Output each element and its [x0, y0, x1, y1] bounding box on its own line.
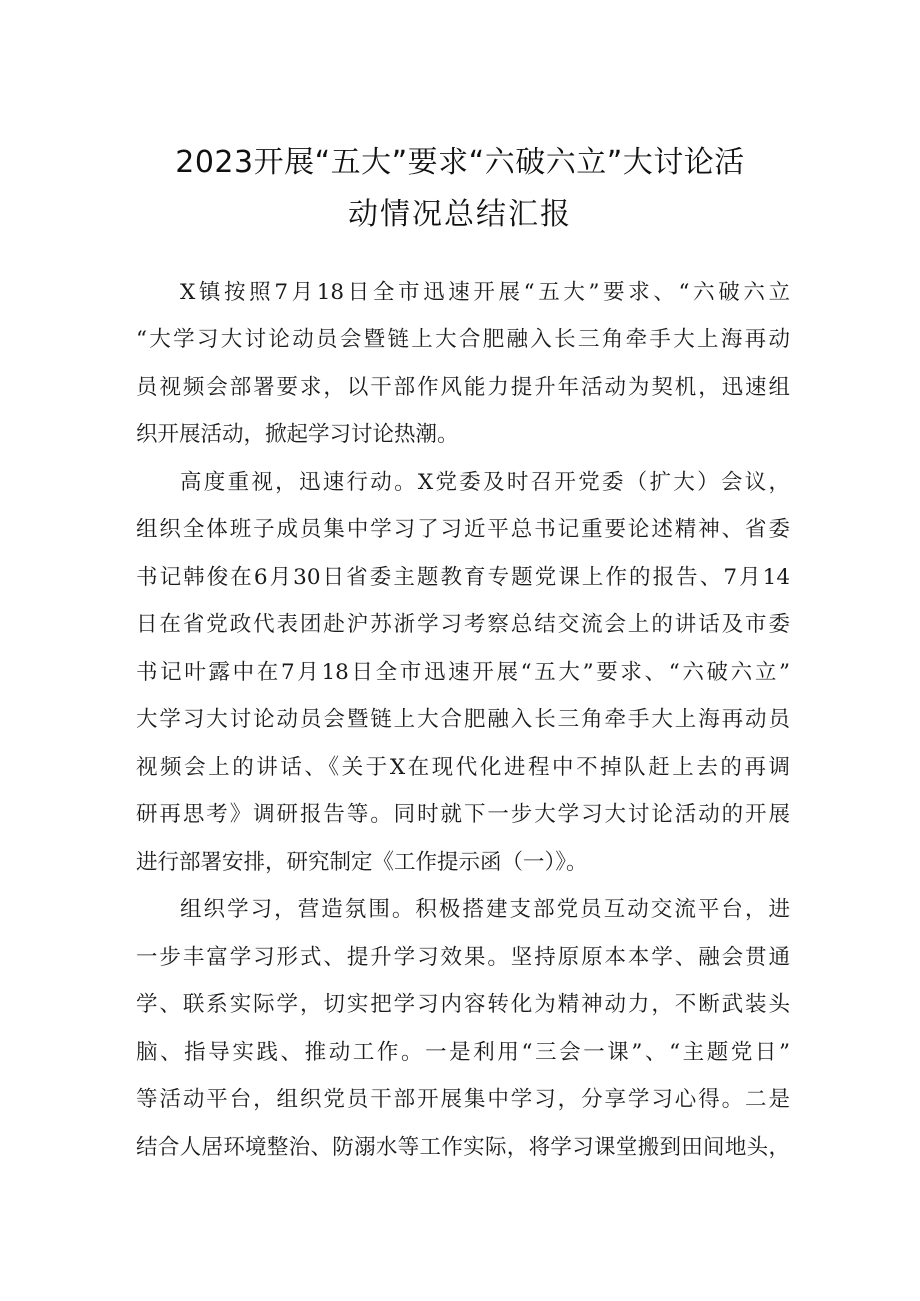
paragraph-2-line-8: 研再思考》调研报告等。同时就下一步大学习大讨论活动的开展	[136, 802, 790, 827]
paragraph-2-line-1: 高度重视，迅速行动。X党委及时召开党委（扩大）会议，	[180, 470, 790, 495]
paragraph-3-line-5: 等活动平台，组织党员干部开展集中学习，分享学习心得。二是	[136, 1087, 790, 1112]
paragraph-2-line-3: 书记韩俊在6月30日省委主题教育专题党课上作的报告、7月14	[136, 565, 790, 590]
document-title-line-1: 2023开展“五大”要求“六破六立”大讨论活	[175, 145, 745, 180]
paragraph-3-line-2: 一步丰富学习形式、提升学习效果。坚持原原本本学、融会贯通	[136, 945, 790, 970]
paragraph-3-line-3: 学、联系实际学，切实把学习内容转化为精神动力，不断武装头	[136, 992, 790, 1017]
paragraph-2-line-2: 组织全体班子成员集中学习了习近平总书记重要论述精神、省委	[136, 517, 790, 542]
paragraph-2-line-4: 日在省党政代表团赴沪苏浙学习考察总结交流会上的讲话及市委	[136, 612, 790, 637]
paragraph-1-line-4: 织开展活动，掀起学习讨论热潮。	[136, 422, 459, 447]
paragraph-1-line-3: 员视频会部署要求，以干部作风能力提升年活动为契机，迅速组	[136, 375, 790, 400]
paragraph-3-line-1: 组织学习，营造氛围。积极搭建支部党员互动交流平台，进	[180, 897, 790, 922]
paragraph-1-line-1: X镇按照7月18日全市迅速开展“五大”要求、“六破六立	[180, 280, 790, 305]
paragraph-2-line-9: 进行部署安排，研究制定《工作提示函（一）》。	[136, 850, 588, 875]
paragraph-3-line-6: 结合人居环境整治、防溺水等工作实际，将学习课堂搬到田间地头，	[136, 1135, 790, 1160]
document-title-line-2: 动情况总结汇报	[348, 197, 572, 232]
paragraph-2-line-7: 视频会上的讲话、《关于X在现代化进程中不掉队赶上去的再调	[136, 755, 790, 780]
paragraph-1-line-2: “大学习大讨论动员会暨链上大合肥融入长三角牵手大上海再动	[136, 327, 790, 352]
paragraph-2-line-5: 书记叶露中在7月18日全市迅速开展“五大”要求、“六破六立”	[136, 660, 790, 685]
paragraph-3-line-4: 脑、指导实践、推动工作。一是利用“三会一课”、“主题党日”	[136, 1040, 790, 1065]
paragraph-2-line-6: 大学习大讨论动员会暨链上大合肥融入长三角牵手大上海再动员	[136, 707, 790, 732]
